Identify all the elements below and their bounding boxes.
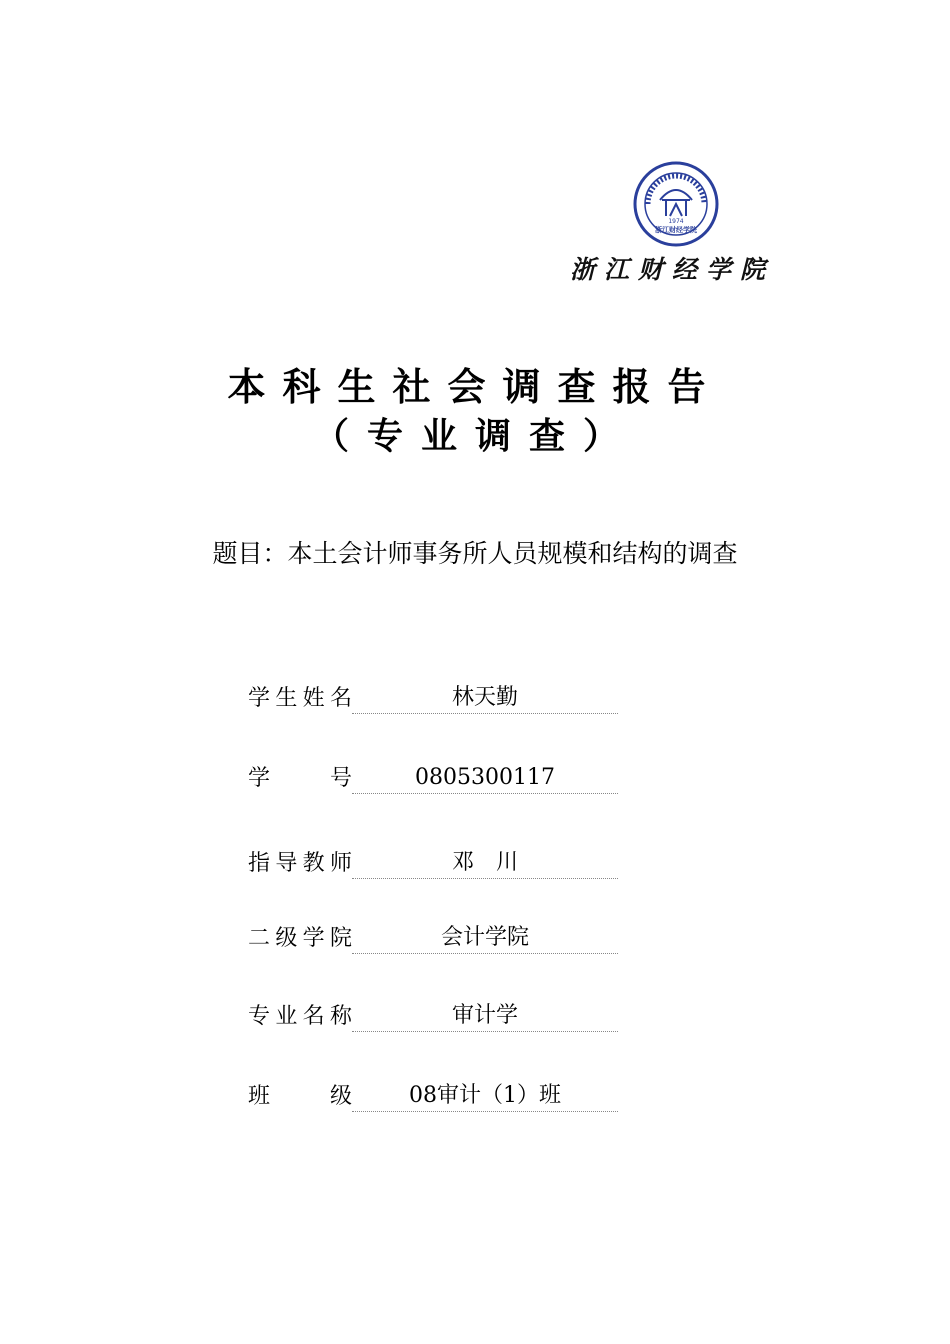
university-seal-icon <box>632 160 720 248</box>
class-value: 08审计（1）班 <box>352 1081 618 1112</box>
school-logo <box>560 160 800 290</box>
college-label: 二 级 学 院 <box>248 926 352 951</box>
student-id-label: 学 号 <box>248 766 352 791</box>
student-name-row <box>248 680 618 714</box>
advisor-value: 邓 川 <box>352 848 618 879</box>
report-subtitle: （专业调查） <box>312 416 637 457</box>
report-topic: 题目：本土会计师事务所人员规模和结构的调查 <box>212 539 738 568</box>
svg-text:浙江财经学院: 浙江财经学院 <box>655 225 697 234</box>
report-title: 本科生社会调查报告 <box>227 365 723 409</box>
student-id-row <box>248 760 618 794</box>
advisor-row <box>248 845 618 879</box>
class-row <box>248 1078 618 1112</box>
student-name-label: 学 生 姓 名 <box>248 686 352 711</box>
student-name-value: 林天勤 <box>352 683 618 714</box>
seal-year: 1974 <box>668 218 684 225</box>
school-name: 浙江财经学院 <box>570 255 775 284</box>
advisor-label: 指 导 教 师 <box>248 851 352 876</box>
major-value: 审计学 <box>352 1001 618 1032</box>
college-row <box>248 920 618 954</box>
college-value: 会计学院 <box>352 923 618 954</box>
student-id-value: 0805300117 <box>352 763 618 794</box>
class-label: 班 级 <box>248 1084 352 1109</box>
major-label: 专 业 名 称 <box>248 1004 352 1029</box>
major-row <box>248 998 618 1032</box>
